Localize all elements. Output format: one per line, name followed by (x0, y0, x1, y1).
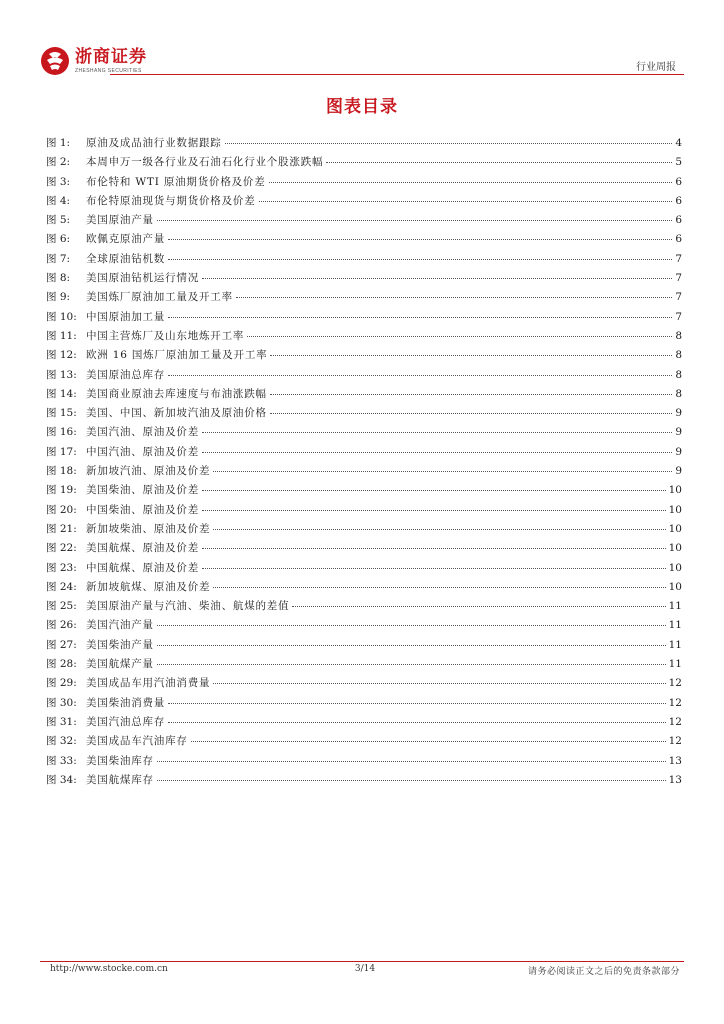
toc-entry[interactable] (46, 211, 682, 230)
toc-entry-label: 图 16: (46, 426, 77, 439)
toc-entry-label: 图 12: (46, 349, 77, 362)
page-footer (50, 964, 680, 978)
toc-entry-title[interactable]: 本周申万一级各行业及石油石化行业个股涨跌幅 (86, 156, 324, 169)
toc-leader-dots (202, 490, 666, 491)
toc-entry-title[interactable]: 美国汽油总库存 (86, 715, 166, 728)
toc-leader-dots (326, 162, 672, 163)
toc-entry-page[interactable]: 6 (675, 214, 682, 227)
toc-entry-title[interactable]: 中国原油加工量 (86, 310, 166, 323)
toc-entry-title[interactable]: 美国汽油、原油及价差 (86, 426, 199, 439)
toc-entry-label: 图 24: (46, 580, 77, 593)
toc-entry-title[interactable]: 美国炼厂原油加工量及开工率 (86, 291, 233, 304)
toc-entry-page[interactable]: 10 (668, 503, 682, 516)
toc-entry[interactable] (46, 308, 682, 327)
toc-list (46, 134, 682, 790)
toc-entry-label: 图 2: (46, 156, 71, 169)
toc-entry-page[interactable]: 7 (675, 252, 682, 265)
footer-divider (40, 961, 684, 962)
toc-entry-label: 图 21: (46, 522, 77, 535)
brand-name-en: ZHESHANG SECURITIES (75, 67, 142, 74)
toc-entry-title[interactable]: 原油及成品油行业数据跟踪 (86, 137, 222, 149)
toc-leader-dots (225, 143, 673, 144)
toc-entry-page[interactable]: 10 (668, 542, 682, 555)
toc-entry-label: 图 23: (46, 561, 77, 574)
footer-disclaimer: 请务必阅读正文之后的免责条款部分 (527, 967, 680, 977)
toc-entry[interactable] (46, 366, 682, 385)
toc-entry-label: 图 27: (46, 638, 77, 651)
page-header (40, 40, 684, 76)
toc-entry-title[interactable]: 全球原油钻机数 (86, 252, 166, 265)
toc-entry-label: 图 20: (46, 503, 77, 516)
toc-entry-label: 图 26: (46, 619, 77, 632)
toc-entry-label: 图 33: (46, 754, 77, 767)
toc-entry-label: 图 34: (46, 773, 77, 786)
toc-leader-dots (259, 201, 673, 202)
toc-entry-title[interactable]: 中国主营炼厂及山东地炼开工率 (86, 329, 245, 342)
toc-entry-title[interactable]: 美国原油产量 (86, 214, 154, 227)
toc-entry-title[interactable]: 欧佩克原油产量 (86, 233, 166, 246)
toc-entry-title[interactable]: 美国汽油产量 (86, 619, 154, 632)
toc-entry[interactable] (46, 385, 682, 404)
toc-entry-label: 图 5: (46, 214, 71, 227)
toc-entry[interactable] (46, 713, 682, 732)
toc-entry-title[interactable]: 美国航煤库存 (86, 773, 154, 786)
toc-entry-title[interactable]: 新加坡汽油、原油及价差 (86, 465, 211, 478)
toc-entry-label: 图 25: (46, 600, 77, 613)
toc-entry[interactable] (46, 134, 682, 153)
toc-entry[interactable] (46, 230, 682, 249)
toc-entry-title[interactable]: 美国原油总库存 (86, 368, 166, 381)
toc-entry-page[interactable]: 13 (668, 773, 682, 786)
toc-leader-dots (202, 510, 666, 511)
toc-leader-dots (236, 297, 672, 298)
toc-leader-dots (202, 568, 666, 569)
toc-entry-label: 图 14: (46, 387, 77, 400)
toc-leader-dots (213, 471, 672, 472)
toc-entry-page[interactable]: 9 (675, 426, 682, 439)
toc-leader-dots (157, 664, 666, 665)
toc-leader-dots (247, 336, 672, 337)
toc-entry[interactable] (46, 423, 682, 442)
toc-entry-label: 图 13: (46, 368, 77, 381)
toc-leader-dots (157, 625, 666, 626)
toc-entry-title[interactable]: 美国柴油产量 (86, 638, 154, 651)
toc-entry[interactable] (46, 153, 682, 172)
toc-entry-title[interactable]: 美国航煤、原油及价差 (86, 542, 199, 555)
toc-entry-page[interactable]: 4 (675, 137, 682, 149)
toc-entry-title[interactable]: 美国原油产量与汽油、柴油、航煤的差值 (86, 600, 290, 613)
toc-entry[interactable] (46, 694, 682, 713)
toc-entry-page[interactable]: 10 (668, 561, 682, 574)
toc-entry-title[interactable]: 美国商业原油去库速度与布油涨跌幅 (86, 387, 267, 400)
toc-leader-dots (292, 606, 665, 607)
toc-entry[interactable] (46, 269, 682, 288)
toc-entry-label: 图 9: (46, 291, 71, 304)
toc-entry-page[interactable]: 11 (668, 638, 682, 651)
toc-title: 图表目录 (326, 97, 398, 117)
toc-entry-label: 图 28: (46, 658, 77, 671)
toc-leader-dots (168, 722, 666, 723)
toc-entry-label: 图 22: (46, 542, 77, 555)
toc-leader-dots (213, 529, 665, 530)
brand-text (75, 48, 147, 75)
toc-leader-dots (157, 645, 666, 646)
toc-entry-page[interactable]: 7 (675, 310, 682, 323)
toc-entry-title[interactable]: 欧洲 16 国炼厂原油加工量及开工率 (86, 349, 268, 362)
toc-entry-page[interactable]: 10 (668, 484, 682, 497)
toc-entry-page[interactable]: 9 (675, 465, 682, 478)
toc-entry-title[interactable]: 新加坡柴油、原油及价差 (86, 522, 211, 535)
toc-entry-title[interactable]: 美国柴油消费量 (86, 696, 166, 709)
toc-entry-page[interactable]: 8 (675, 368, 682, 381)
toc-entry[interactable] (46, 597, 682, 616)
toc-entry-page[interactable]: 13 (668, 754, 682, 767)
toc-leader-dots (270, 394, 673, 395)
toc-entry-label: 图 15: (46, 407, 77, 420)
toc-entry[interactable] (46, 616, 682, 635)
toc-leader-dots (270, 355, 672, 356)
toc-entry-title[interactable]: 美国航煤产量 (86, 658, 154, 671)
toc-entry-page[interactable]: 12 (668, 715, 682, 728)
toc-leader-dots (202, 278, 672, 279)
toc-leader-dots (157, 780, 666, 781)
toc-entry-label: 图 8: (46, 272, 71, 285)
toc-entry-page[interactable]: 6 (675, 194, 682, 207)
toc-entry-page[interactable]: 12 (668, 735, 682, 748)
toc-entry-title[interactable]: 美国原油钻机运行情况 (86, 272, 199, 285)
toc-entry[interactable] (46, 173, 682, 192)
toc-entry-page[interactable]: 11 (668, 619, 682, 632)
toc-entry-page[interactable]: 8 (675, 349, 682, 362)
toc-entry-page[interactable]: 9 (675, 445, 682, 458)
toc-entry[interactable] (46, 674, 682, 693)
toc-entry-label: 图 10: (46, 310, 77, 323)
toc-entry-page[interactable]: 9 (675, 407, 682, 420)
toc-entry[interactable] (46, 404, 682, 423)
toc-entry-title[interactable]: 中国汽油、原油及价差 (86, 445, 199, 458)
toc-leader-dots (202, 432, 672, 433)
toc-entry-label: 图 31: (46, 715, 77, 728)
toc-entry-label: 图 29: (46, 677, 77, 690)
toc-entry-label: 图 6: (46, 233, 71, 246)
toc-entry[interactable] (46, 655, 682, 674)
toc-entry-label: 图 7: (46, 252, 71, 265)
toc-entry[interactable] (46, 481, 682, 500)
toc-entry[interactable] (46, 636, 682, 655)
toc-entry[interactable] (46, 771, 682, 790)
toc-entry-label: 图 11: (46, 329, 77, 342)
toc-entry-page[interactable]: 10 (668, 522, 682, 535)
toc-entry[interactable] (46, 443, 682, 462)
toc-entry-page[interactable]: 8 (675, 329, 682, 342)
toc-entry-title[interactable]: 美国柴油、原油及价差 (86, 484, 199, 497)
toc-entry-label: 图 19: (46, 484, 77, 497)
footer-page-number: 3/14 (354, 964, 376, 974)
brand-name-cn: 浙商证券 (75, 46, 147, 67)
toc-leader-dots (157, 761, 666, 762)
toc-entry[interactable] (46, 288, 682, 307)
toc-entry[interactable] (46, 732, 682, 751)
toc-entry-page[interactable]: 6 (675, 233, 682, 246)
toc-entry-title[interactable]: 美国成品车汽油库存 (86, 735, 188, 748)
toc-leader-dots (202, 452, 672, 453)
toc-entry[interactable] (46, 520, 682, 539)
toc-leader-dots (168, 375, 672, 376)
toc-entry[interactable] (46, 559, 682, 578)
toc-leader-dots (168, 703, 666, 704)
toc-entry-page[interactable]: 11 (668, 600, 682, 613)
footer-website-link[interactable]: http://www.stocke.com.cn (50, 964, 168, 974)
toc-entry-page[interactable]: 5 (675, 156, 682, 169)
toc-leader-dots (157, 220, 673, 221)
report-type-label: 行业周报 (636, 62, 676, 73)
header-divider (110, 74, 684, 75)
toc-entry-title[interactable]: 中国柴油、原油及价差 (86, 503, 199, 516)
toc-leader-dots (168, 317, 672, 318)
toc-entry-page[interactable]: 6 (675, 175, 682, 188)
brand-logo-icon (40, 46, 70, 76)
toc-entry-title[interactable]: 布伦特原油现货与期货价格及价差 (86, 194, 256, 207)
toc-entry-page[interactable]: 12 (668, 677, 682, 690)
toc-entry-label: 图 17: (46, 445, 77, 458)
toc-leader-dots (213, 587, 665, 588)
toc-leader-dots (269, 182, 673, 183)
toc-entry-page[interactable]: 11 (668, 658, 682, 671)
toc-leader-dots (168, 259, 672, 260)
toc-entry[interactable] (46, 327, 682, 346)
toc-leader-dots (191, 741, 666, 742)
brand-logo (40, 44, 147, 78)
toc-entry-title[interactable]: 布伦特和 WTI 原油期货价格及价差 (86, 175, 266, 188)
toc-entry[interactable] (46, 346, 682, 365)
toc-entry[interactable] (46, 250, 682, 269)
toc-leader-dots (168, 239, 672, 240)
toc-entry[interactable] (46, 539, 682, 558)
toc-entry-label: 图 30: (46, 696, 77, 709)
toc-leader-dots (270, 413, 673, 414)
toc-entry[interactable] (46, 462, 682, 481)
toc-entry-page[interactable]: 8 (675, 387, 682, 400)
toc-entry-label: 图 4: (46, 194, 71, 207)
toc-entry[interactable] (46, 501, 682, 520)
toc-entry[interactable] (46, 578, 682, 597)
toc-entry-title[interactable]: 新加坡航煤、原油及价差 (86, 580, 211, 593)
toc-leader-dots (202, 548, 666, 549)
toc-entry[interactable] (46, 752, 682, 771)
toc-entry-label: 图 3: (46, 175, 71, 188)
toc-entry-title[interactable]: 中国航煤、原油及价差 (86, 561, 199, 574)
toc-entry-label: 图 32: (46, 735, 77, 748)
toc-entry-page[interactable]: 10 (668, 580, 682, 593)
toc-entry-title[interactable]: 美国柴油库存 (86, 754, 154, 767)
toc-entry-label: 图 18: (46, 465, 77, 478)
toc-entry-title[interactable]: 美国、中国、新加坡汽油及原油价格 (86, 407, 267, 420)
toc-leader-dots (213, 683, 665, 684)
toc-entry-title[interactable]: 美国成品车用汽油消费量 (86, 677, 211, 690)
toc-entry-label: 图 1: (46, 137, 71, 149)
toc-entry-page[interactable]: 12 (668, 696, 682, 709)
toc-entry-page[interactable]: 7 (675, 291, 682, 304)
toc-entry[interactable] (46, 192, 682, 211)
toc-entry-page[interactable]: 7 (675, 272, 682, 285)
